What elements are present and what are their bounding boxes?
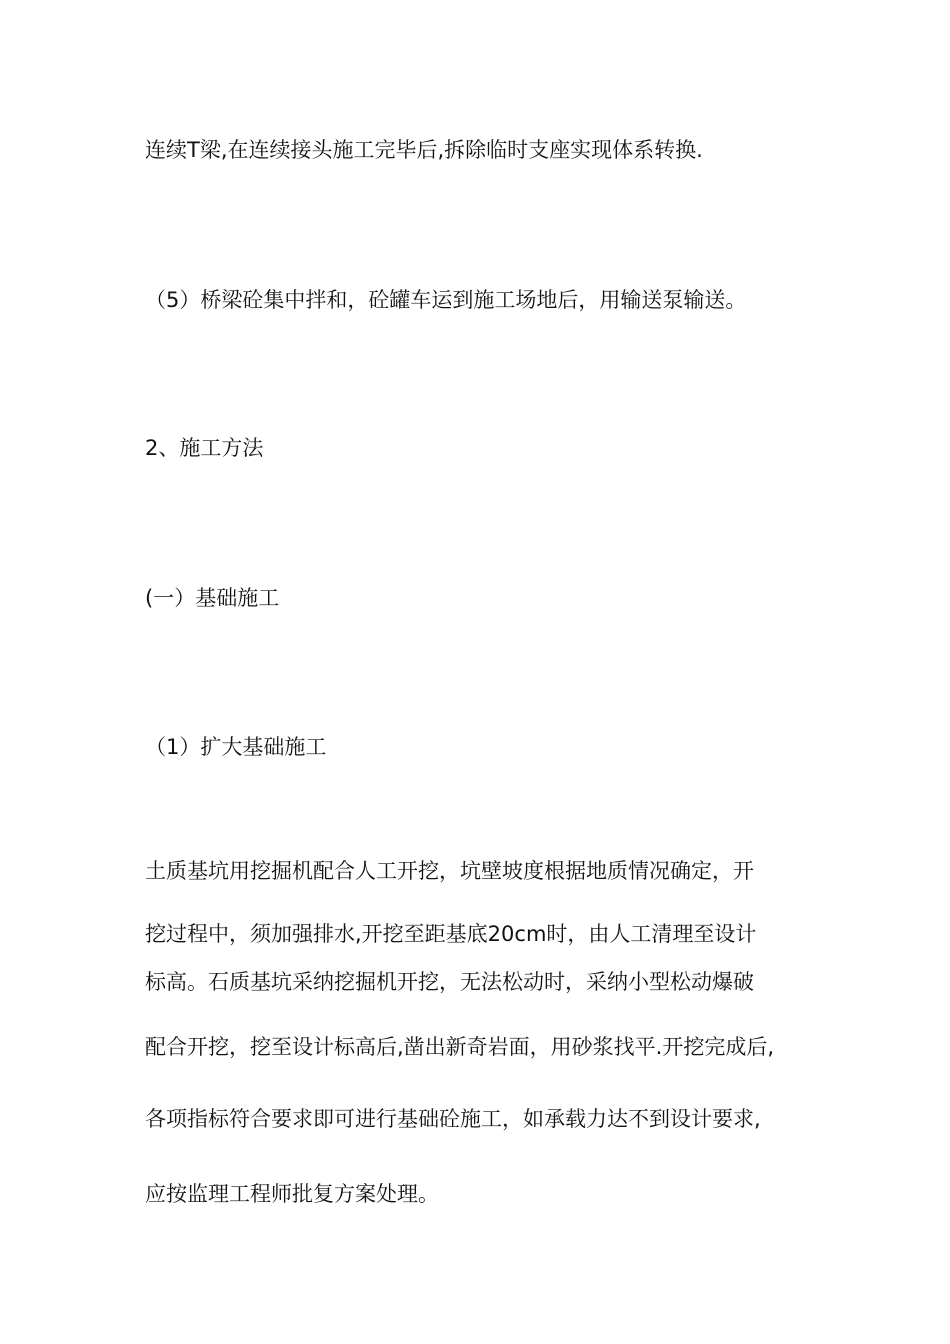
subsection-1-heading: (一）基础施工	[145, 586, 280, 610]
paragraph-line: 土质基坑用挖掘机配合人工开挖，坑壁坡度根据地质情况确定，开	[145, 859, 754, 883]
paragraph-line: 各项指标符合要求即可进行基础砼施工，如承载力达不到设计要求,	[145, 1107, 761, 1131]
continuation-line: 连续T梁,在连续接头施工完毕后,拆除临时支座实现体系转换.	[145, 138, 703, 162]
section-2-heading: 2、施工方法	[145, 436, 264, 460]
paragraph-line: 标高。石质基坑采纳挖掘机开挖，无法松动时，采纳小型松动爆破	[145, 970, 754, 994]
paragraph-line: 挖过程中，须加强排水,开挖至距基底20cm时，由人工清理至设计	[145, 922, 757, 946]
paragraph-line: 配合开挖，挖至设计标高后,凿出新奇岩面，用砂浆找平.开挖完成后,	[145, 1035, 775, 1059]
item-1-heading: （1）扩大基础施工	[145, 735, 327, 759]
paragraph-line: 应按监理工程师批复方案处理。	[145, 1182, 439, 1206]
item-5-text: （5）桥梁砼集中拌和，砼罐车运到施工场地后，用输送泵输送。	[145, 288, 747, 312]
